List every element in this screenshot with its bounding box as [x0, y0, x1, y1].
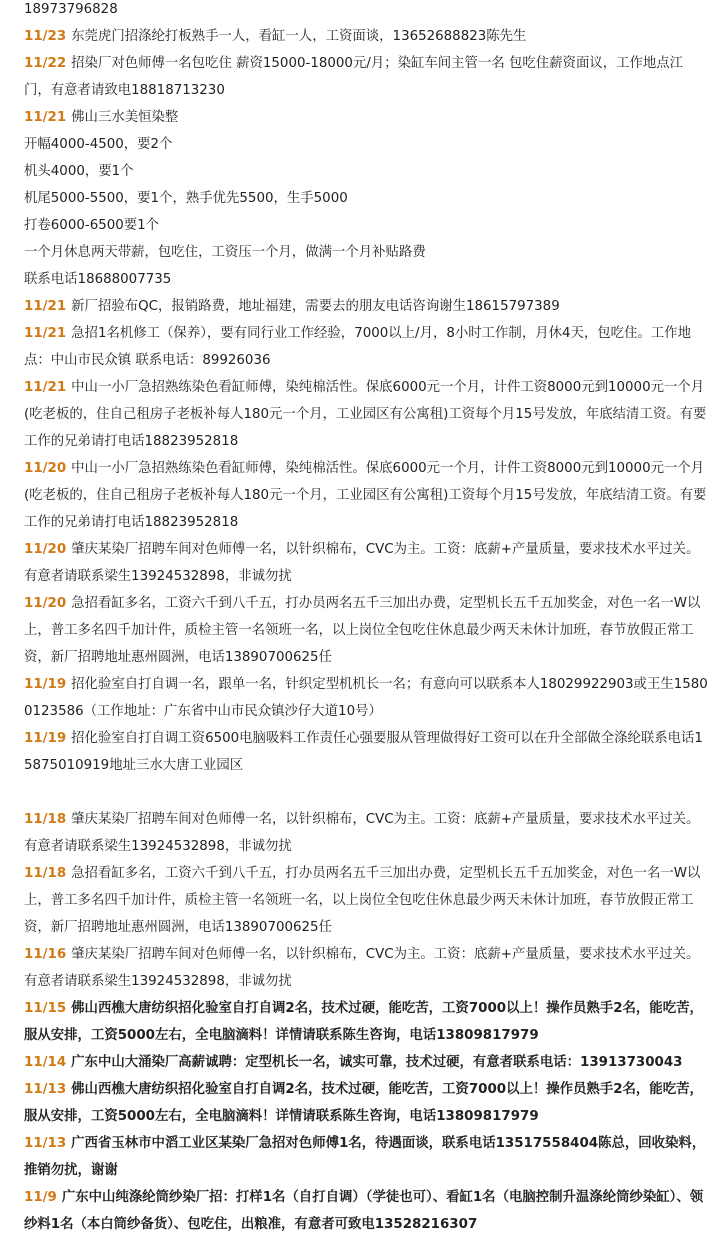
- post-text: 18973796828: [24, 2, 118, 17]
- job-post-entry: [24, 725, 709, 779]
- post-date: 11/22: [24, 56, 67, 71]
- job-post-entry: [24, 536, 709, 590]
- post-text: 肇庆某染厂招聘车间对色师傅一名，以针织棉布，CVC为主。工资：底薪+产量质量，要求技术水平过关。有意者请联系梁生13924532898，非诚勿扰: [24, 542, 700, 584]
- job-post-entry: [24, 860, 709, 941]
- job-post-entry: [24, 131, 709, 158]
- post-date: 11/18: [24, 866, 67, 881]
- paragraph-gap: [24, 779, 709, 806]
- job-post-entry: [24, 50, 709, 104]
- job-post-entry: [24, 158, 709, 185]
- post-date: 11/13: [24, 1082, 67, 1097]
- post-date: 11/21: [24, 110, 67, 125]
- job-post-entry: [24, 1076, 709, 1130]
- job-post-entry: [24, 1184, 709, 1238]
- post-date: 11/13: [24, 1136, 67, 1151]
- post-date: 11/21: [24, 326, 67, 341]
- post-text: 招化验室自打自调工资6500电脑吸料工作责任心强要服从管理做得好工资可以在升全部做全涤纶联系电话15875010919地址三水大唐工业园区: [24, 731, 703, 773]
- post-date: 11/21: [24, 380, 67, 395]
- post-text: 肇庆某染厂招聘车间对色师傅一名，以针织棉布，CVC为主。工资：底薪+产量质量，要求技术水平过关。有意者请联系梁生13924532898，非诚勿扰: [24, 947, 700, 989]
- post-date: 11/20: [24, 596, 67, 611]
- post-text: 招染厂对色师傅一名包吃住 薪资15000-18000元/月；染缸车间主管一名 包吃住薪资面议，工作地点江门，有意者请致电18818713230: [24, 56, 684, 98]
- post-text: 佛山三水美恒染整: [71, 110, 179, 125]
- job-post-entry: [24, 293, 709, 320]
- job-post-entry: [24, 941, 709, 995]
- post-date: 11/18: [24, 812, 67, 827]
- job-post-entry: [24, 212, 709, 239]
- post-date: 11/19: [24, 731, 67, 746]
- post-text: 急招看缸多名，工资六千到八千五，打办员两名五千三加出办费，定型机长五千五加奖金，对色一名一W以上，普工多名四千加计件，质检主管一名领班一名，以上岗位全包吃住休息最少两天未休计加班，春节放假正常工资，新厂招聘地址惠州圆洲，电话13890700625任: [24, 596, 701, 665]
- post-text: 佛山西樵大唐纺织招化验室自打自调2名，技术过硬，能吃苦，工资7000以上！操作员熟手2名，能吃苦，服从安排，工资5000左右，全电脑滴料！详情请联系陈生咨询，电话13809817979: [24, 1082, 703, 1124]
- post-date: 11/23: [24, 29, 67, 44]
- post-text: 新厂招验布QC，报销路费，地址福建，需要去的朋友电话咨询谢生18615797389: [71, 299, 560, 314]
- post-text: 开幅4000-4500，要2个: [24, 137, 173, 152]
- job-post-entry: [24, 671, 709, 725]
- job-post-entry: [24, 104, 709, 131]
- post-date: 11/9: [24, 1190, 57, 1205]
- post-text: 机头4000，要1个: [24, 164, 134, 179]
- post-text: 招化验室自打自调一名，跟单一名，针织定型机机长一名；有意向可以联系本人18029922903或王生15800123586（工作地址：广东省中山市民众镇沙仔大道10号）: [24, 677, 708, 719]
- post-date: 11/20: [24, 461, 67, 476]
- job-post-entry: [24, 806, 709, 860]
- job-post-entry: [24, 590, 709, 671]
- post-text: 广西省玉林市中滔工业区某染厂急招对色师傅1名，待遇面谈，联系电话13517558404陈总，回收染料，推销勿扰，谢谢: [24, 1136, 706, 1178]
- post-text: 广东中山纯涤纶筒纱染厂招：打样1名（自打自调）（学徒也可）、看缸1名（电脑控制升温涤纶筒纱染缸）、领纱料1名（本白筒纱备货）、包吃住，出粮准，有意者可致电13528216307: [24, 1190, 704, 1232]
- post-text: 中山一小厂急招熟练染色看缸师傅，染纯棉活性。保底6000元一个月，计件工资8000元到10000元一个月(吃老板的，住自己租房子老板补每人180元一个月，工业园区有公寓租)工资每个月15号发放，年底结清工资。有要工作的兄弟请打电话18823952818: [24, 380, 707, 449]
- post-text: 东莞虎门招涤纶打板熟手一人，看缸一人，工资面谈，13652688823陈先生: [71, 29, 527, 44]
- post-text: 联系电话18688007735: [24, 272, 172, 287]
- post-date: 11/21: [24, 299, 67, 314]
- job-post-entry: [24, 23, 709, 50]
- post-text: 急招看缸多名，工资六千到八千五，打办员两名五千三加出办费，定型机长五千五加奖金，对色一名一W以上，普工多名四千加计件，质检主管一名领班一名，以上岗位全包吃住休息最少两天未休计加班，春节放假正常工资，新厂招聘地址惠州圆洲，电话13890700625任: [24, 866, 701, 935]
- post-text: 急招1名机修工（保养），要有同行业工作经验，7000以上/月，8小时工作制，月休4天，包吃住。工作地点：中山市民众镇 联系电话：89926036: [24, 326, 692, 368]
- job-post-entry: [24, 995, 709, 1049]
- job-post-entry: [24, 320, 709, 374]
- job-post-entry: [24, 239, 709, 266]
- job-post-entry: [24, 1049, 709, 1076]
- post-date: 11/15: [24, 1001, 67, 1016]
- post-text: 佛山西樵大唐纺织招化验室自打自调2名，技术过硬，能吃苦，工资7000以上！操作员熟手2名，能吃苦，服从安排，工资5000左右，全电脑滴料！详情请联系陈生咨询，电话13809817979: [24, 1001, 703, 1043]
- post-text: 机尾5000-5500，要1个，熟手优先5500，生手5000: [24, 191, 348, 206]
- job-post-entry: [24, 0, 709, 23]
- post-text: 打卷6000-6500要1个: [24, 218, 160, 233]
- post-date: 11/20: [24, 542, 67, 557]
- post-date: 11/14: [24, 1055, 67, 1070]
- job-post-entry: [24, 455, 709, 536]
- job-post-entry: [24, 185, 709, 212]
- job-post-entry: [24, 374, 709, 455]
- job-post-entry: [24, 266, 709, 293]
- post-text: 一个月休息两天带薪，包吃住，工资压一个月，做满一个月补贴路费: [24, 245, 426, 260]
- job-post-entry: [24, 1130, 709, 1184]
- post-text: 中山一小厂急招熟练染色看缸师傅，染纯棉活性。保底6000元一个月，计件工资8000元到10000元一个月(吃老板的，住自己租房子老板补每人180元一个月，工业园区有公寓租)工资每个月15号发放，年底结清工资。有要工作的兄弟请打电话18823952818: [24, 461, 707, 530]
- post-date: 11/16: [24, 947, 67, 962]
- post-text: 广东中山大涌染厂高薪诚聘：定型机长一名，诚实可靠，技术过硬，有意者联系电话：13913730043: [71, 1055, 683, 1070]
- post-date: 11/19: [24, 677, 67, 692]
- post-text: 肇庆某染厂招聘车间对色师傅一名，以针织棉布，CVC为主。工资：底薪+产量质量，要求技术水平过关。有意者请联系梁生13924532898，非诚勿扰: [24, 812, 700, 854]
